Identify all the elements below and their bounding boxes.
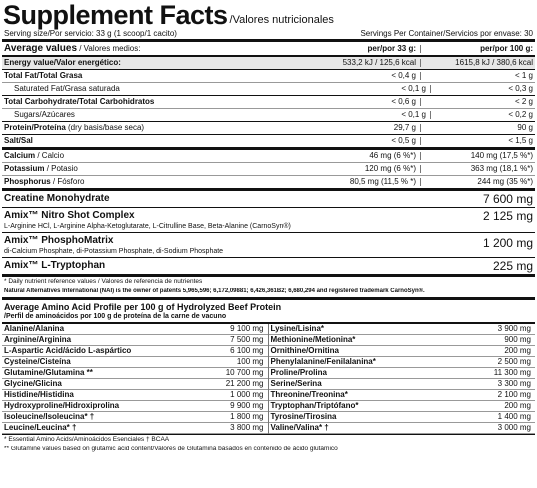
patent-note: Natural Alternatives International (NAI) is the owner of patents 5,965,596; 6,172,09881; 6,426,361B2; 6,680,294 and registered trademark CarnoSyn®. (4, 287, 425, 294)
nutrient-name: Salt/Sal (4, 137, 33, 145)
header-label: Average values (4, 43, 78, 54)
amino-row (269, 401, 536, 412)
amino-value: 11 300 mg (493, 368, 531, 377)
nutrient-value-serving: < 0,1 g (320, 111, 431, 119)
amino-acid-header (2, 300, 535, 322)
title-sub: /Valores nutricionales (229, 14, 334, 26)
active-value: 1 200 mg (482, 236, 533, 250)
amino-row (269, 368, 536, 379)
serving-row (2, 29, 535, 39)
amino-value: 7 500 mg (230, 335, 264, 344)
amino-name: Isoleucine/Isoleucina* † (4, 413, 95, 421)
amino-name: Glutamine/Glutamina ** (4, 369, 93, 377)
supplement-facts-label (2, 2, 535, 484)
nutrient-value-serving: < 0,6 g (310, 98, 421, 106)
daily-values-note: * Daily nutrient reference values / Valores de referencia de nutrientes (4, 278, 203, 285)
active-value: 2 125 mg (482, 209, 533, 223)
nutrient-value-100g: < 1 g (514, 71, 533, 80)
mineral-value-serving: 120 mg (6 %*) (310, 165, 421, 173)
amino-value: 3 000 mg (497, 423, 531, 432)
amino-name: Methionine/Metionina* (270, 336, 356, 344)
mineral-value-serving: 46 mg (6 %*) (310, 152, 421, 160)
table-header (2, 42, 535, 55)
amino-row (2, 401, 268, 412)
nutrient-name: Protein/Proteína (4, 124, 66, 132)
mineral-row (2, 150, 535, 162)
amino-value: 1 800 mg (230, 412, 264, 421)
amino-row (2, 346, 268, 357)
mineral-name: Calcium (4, 152, 36, 160)
glutamine-note: ** Glutamine values based on glutamic acid content/Valores de Glutamina basados en contenido de ácido glutámico (4, 445, 338, 452)
active-name: Amix™ PhosphoMatrix (4, 235, 114, 246)
active-row (2, 258, 535, 274)
mineral-name-es: / Fósforo (50, 178, 85, 186)
nutrient-value-serving: < 0,4 g (310, 72, 421, 80)
mineral-value-100g: 244 mg (35 %*) (477, 177, 533, 186)
amino-row (2, 412, 268, 423)
amino-name: Proline/Prolina (270, 369, 327, 377)
amino-value: 2 500 mg (497, 357, 531, 366)
nutrient-row (2, 96, 535, 108)
amino-row (269, 390, 536, 401)
amino-subtitle: /Perfil de aminoácidos por 100 g de proteína de la carne de vacuno (4, 313, 227, 320)
amino-name: Alanine/Alanina (4, 325, 65, 333)
amino-column-left (2, 324, 269, 434)
active-value: 7 600 mg (482, 192, 533, 206)
actives-table (2, 191, 535, 274)
mineral-row (2, 176, 535, 188)
header-label-es: / Valores medios: (77, 43, 141, 53)
amino-value: 9 900 mg (230, 401, 264, 410)
active-value: 225 mg (492, 259, 533, 273)
amino-column-right (269, 324, 536, 434)
nutrient-value-100g: 1615,8 kJ / 380,6 kcal (455, 58, 533, 67)
amino-name: Threonine/Treonina* (270, 391, 348, 399)
active-ingredients: di-Calcium Phosphate, di-Potassium Phosphate, di-Sodium Phosphate (4, 248, 224, 255)
nutrient-name: Saturated Fat/Grasa saturada (14, 85, 120, 93)
amino-value: 6 100 mg (230, 346, 264, 355)
amino-name: L-Aspartic Acid/ácido L-aspártico (4, 347, 132, 355)
title-row (2, 2, 535, 29)
amino-name: Arginine/Arginina (4, 336, 72, 344)
footnotes (2, 277, 535, 297)
amino-value: 3 300 mg (497, 379, 531, 388)
nutrient-name: Total Carbohydrate/Total Carbohidratos (4, 98, 155, 106)
amino-value: 2 100 mg (497, 390, 531, 399)
nutrient-row (2, 109, 535, 121)
nutrient-row (2, 122, 535, 134)
amino-name: Cysteine/Cisteína (4, 358, 71, 366)
amino-name: Histidine/Histidina (4, 391, 74, 399)
nutrient-value-serving: < 0,1 g (320, 85, 431, 93)
nutrient-row (2, 70, 535, 82)
nutrient-value-100g: 90 g (517, 123, 533, 132)
amino-value: 21 200 mg (225, 379, 264, 388)
amino-name: Tryptophan/Triptófano* (270, 402, 359, 410)
active-name: Creatine Monohydrate (4, 193, 110, 204)
amino-name: Ornithine/Ornitina (270, 347, 339, 355)
amino-name: Lysine/Lisina* (270, 325, 324, 333)
nutrient-row (2, 57, 535, 69)
nutrient-value-100g: < 0,2 g (508, 110, 533, 119)
amino-value: 1 400 mg (497, 412, 531, 421)
amino-acid-table (2, 324, 535, 434)
amino-row (2, 357, 268, 368)
mineral-value-100g: 363 mg (18,1 %*) (470, 164, 533, 173)
essential-note: * Essential Amino Acids/Aminoácidos Esenciales † BCAA (4, 436, 170, 443)
amino-value: 200 mg (504, 346, 531, 355)
amino-value: 100 mg (236, 357, 264, 366)
header-col2: per/por 100 g: (480, 43, 533, 53)
amino-row (269, 379, 536, 390)
nutrient-value-serving: 29,7 g (310, 124, 421, 132)
mineral-name-es: / Calcio (35, 152, 65, 160)
minerals-table (2, 150, 535, 188)
amino-value: 3 800 mg (230, 423, 264, 432)
amino-row (269, 346, 536, 357)
nutrient-row (2, 83, 535, 95)
header-col1: per/por 33 g: (310, 45, 421, 53)
mineral-name: Phosphorus (4, 178, 51, 186)
nutrient-value-100g: < 2 g (514, 97, 533, 106)
nutrient-value-100g: < 0,3 g (508, 84, 533, 93)
nutrient-value-100g: < 1,5 g (508, 136, 533, 145)
amino-row (269, 423, 536, 434)
amino-row (269, 335, 536, 346)
amino-value: 9 100 mg (230, 324, 264, 333)
mineral-name-es: / Potasio (44, 165, 78, 173)
amino-name: Serine/Serina (270, 380, 322, 388)
amino-row (2, 368, 268, 379)
amino-row (2, 324, 268, 335)
amino-title: Average Amino Acid Profile per 100 g of Hydrolyzed Beef Protein (4, 302, 282, 312)
nutrient-name: Sugars/Azúcares (14, 111, 75, 119)
amino-value: 1 000 mg (230, 390, 264, 399)
serving-size: Serving size/Por servicio: 33 g (1 scoop/1 cacito) (4, 29, 177, 38)
amino-name: Valine/Valina* † (270, 424, 329, 432)
mineral-name: Potassium (4, 165, 45, 173)
nutrient-name-extra: (dry basis/base seca) (65, 124, 145, 132)
amino-row (2, 423, 268, 434)
amino-name: Tyrosine/Tirosina (270, 413, 337, 421)
amino-value: 900 mg (504, 335, 531, 344)
amino-row (269, 412, 536, 423)
amino-row (269, 357, 536, 368)
active-row (2, 208, 535, 232)
amino-value: 10 700 mg (225, 368, 264, 377)
servings-per-container: Servings Per Container/Servicios por envase: 30 (360, 29, 533, 38)
amino-name: Phenylalanine/Fenilalanina* (270, 358, 376, 366)
nutrients-table (2, 57, 535, 147)
nutrient-name: Energy value/Valor energético: (4, 59, 121, 67)
amino-footnotes (2, 435, 535, 452)
nutrient-row (2, 135, 535, 147)
active-ingredients: L-Arginine HCl, L-Arginine Alpha-Ketoglutarate, L-Citrulline Base, Beta-Alanine (CarnoSyn®) (4, 223, 291, 230)
nutrient-value-serving: < 0,5 g (310, 137, 421, 145)
active-name: Amix™ Nitro Shot Complex (4, 210, 135, 221)
amino-row (2, 379, 268, 390)
mineral-value-100g: 140 mg (17,5 %*) (470, 151, 533, 160)
active-row (2, 191, 535, 207)
amino-row (2, 390, 268, 401)
mineral-row (2, 163, 535, 175)
amino-value: 200 mg (504, 401, 531, 410)
nutrient-name: Total Fat/Total Grasa (4, 72, 83, 80)
amino-name: Hydroxyproline/Hidroxiprolina (4, 402, 120, 410)
active-row (2, 233, 535, 257)
mineral-value-serving: 80,5 mg (11,5 % *) (310, 178, 421, 186)
amino-name: Leucine/Leucina* † (4, 424, 77, 432)
amino-row (2, 335, 268, 346)
title-main: Supplement Facts (3, 0, 228, 30)
amino-name: Glycine/Glicina (4, 380, 62, 388)
nutrient-value-serving: 533,2 kJ / 125,6 kcal (310, 59, 421, 67)
amino-row (269, 324, 536, 335)
active-name: Amix™ L-Tryptophan (4, 260, 106, 271)
amino-value: 3 900 mg (497, 324, 531, 333)
